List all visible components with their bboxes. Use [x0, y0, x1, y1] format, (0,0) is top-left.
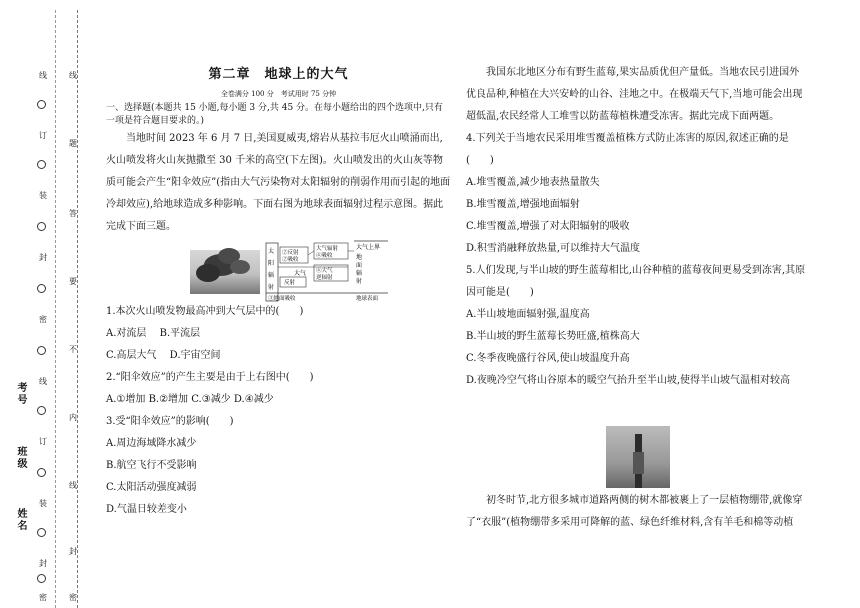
binding-char: 封	[39, 559, 47, 568]
binding-char: 答	[69, 209, 77, 218]
intro-paragraph: 当地时间 2023 年 6 月 7 日,美国夏威夷,熔岩从基拉韦厄火山喷涌而出,火山喷发将火山灰抛撒至 30 千米的高空(下左图)。火山喷发出的火山灰等物质可能会产生“阳伞效应”(指由大气污染物对太阳辐射的削弱作用而引起的地面冷却效应),给地球造成多种影响。下面右图为地球表面辐射过程示意图。据此完成下面三题。	[106, 133, 451, 232]
option-a[interactable]: A.①增加	[106, 394, 146, 405]
binding-char: 订	[39, 437, 47, 446]
binding-circle	[37, 160, 46, 169]
name-field[interactable]: 姓名	[15, 508, 26, 532]
left-column	[106, 62, 451, 521]
binding-char: 装	[39, 191, 47, 200]
diagram-label: 辐	[356, 270, 363, 277]
option-a[interactable]: A.对流层	[106, 328, 147, 339]
diagram-label: 大气辐射	[316, 246, 339, 252]
binding-char: 装	[39, 499, 47, 508]
diagram-label: 逆辐射	[316, 275, 333, 281]
option-b[interactable]: B.堆雪覆盖,增强地面辐射	[466, 199, 580, 210]
option-d[interactable]: D.夜晚冷空气将山谷原本的暖空气抬升至半山坡,使得半山坡气温相对较高	[466, 375, 791, 386]
diagram-label: ③地面吸收	[268, 296, 296, 302]
radiation-diagram	[264, 237, 444, 303]
binding-circle	[37, 100, 46, 109]
exam-info: 全卷满分 100 分 考试用时 75 分钟	[220, 90, 337, 98]
binding-circle	[37, 222, 46, 231]
diagram-label: 辐	[268, 272, 275, 279]
diagram-label: 地	[356, 254, 363, 261]
binding-char: 线	[69, 481, 77, 490]
option-c[interactable]: C.堆雪覆盖,增强了对太阳辐射的吸收	[466, 221, 630, 232]
cut-line	[77, 10, 78, 608]
binding-margin	[0, 0, 80, 608]
binding-char: 内	[69, 413, 77, 422]
right-column	[466, 62, 806, 528]
diagram-label: 太	[268, 248, 275, 255]
option-a[interactable]: A.半山坡地面辐射强,温度高	[466, 309, 590, 320]
option-c[interactable]: C.太阳活动强度减弱	[106, 482, 197, 493]
question-4: 4.下列关于当地农民采用堆雪覆盖植株方式防止冻害的原因,叙述正确的是( )	[466, 133, 789, 166]
question-5: 5.人们发现,与半山坡的野生蓝莓相比,山谷种植的蓝莓夜间更易受到冻害,其原因可能是( )	[466, 265, 806, 298]
binding-char: 封	[69, 547, 77, 556]
intro-paragraph: 我国东北地区分布有野生蓝莓,果实品质优但产量低。当地农民引进国外优良品种,种植在大兴安岭的山谷、洼地之中。在极端天气下,当地可能会出现超低温,农民经常人工堆雪以防蓝莓植株遭受冻害。据此完成下面两题。	[466, 67, 803, 122]
question-1-options	[106, 323, 451, 345]
question-2-options	[106, 389, 451, 411]
diagram-label: 反射	[284, 280, 296, 286]
binding-char: 封	[39, 253, 47, 262]
diagram-label: ②反射	[282, 250, 299, 256]
option-d[interactable]: D.宇宙空间	[169, 350, 221, 361]
option-a[interactable]: A.堆雪覆盖,减少地表热量散失	[466, 177, 600, 188]
option-c[interactable]: C.冬季夜晚盛行谷风,使山坡温度升高	[466, 353, 630, 364]
binding-char: 要	[69, 277, 77, 286]
option-c[interactable]: C.③减少	[191, 394, 231, 405]
option-b[interactable]: B.半山坡的野生蓝莓长势旺盛,植株高大	[466, 331, 640, 342]
binding-char: 题	[69, 139, 77, 148]
page-title: 第二章 地球上的大气	[208, 67, 349, 82]
binding-char: 不	[69, 345, 77, 354]
binding-char: 订	[39, 131, 47, 140]
outro-paragraph: 初冬时节,北方很多城市道路两侧的树木都被裹上了一层植物绷带,就像穿了“衣服”(植物绷带多采用可降解的蓝、绿色纤维材料,含有羊毛和棉等动植	[466, 495, 803, 528]
diagram-label: ④吸收	[316, 253, 333, 259]
diagram-label: 面	[356, 262, 363, 269]
tree-photo	[606, 426, 670, 488]
binding-circle	[37, 406, 46, 415]
binding-circle	[37, 346, 46, 355]
section-heading: 一、选择题(本题共 15 小题,每小题 3 分,共 45 分。在每小题给出的四个选项中,只有一项是符合题目要求的。)	[106, 103, 443, 126]
option-c[interactable]: C.高层大气	[106, 350, 157, 361]
question-1: 1.本次火山喷发物最高冲到大气层中的( )	[106, 306, 304, 317]
binding-char: 密	[39, 593, 47, 602]
class-field[interactable]: 班级	[15, 446, 26, 470]
option-b[interactable]: B.②增加	[148, 394, 189, 405]
binding-char: 线	[39, 377, 47, 386]
question-1-options	[106, 345, 451, 367]
binding-char: 密	[69, 593, 77, 602]
diagram-label: ②吸收	[282, 257, 299, 263]
exam-number-field[interactable]: 考号	[15, 382, 26, 406]
diagram-label: 射	[356, 278, 363, 285]
fold-line	[55, 10, 56, 608]
option-d[interactable]: D.积雪消融释放热量,可以维持大气温度	[466, 243, 641, 254]
binding-circle	[37, 574, 46, 583]
volcano-photo	[190, 250, 260, 294]
binding-char: 密	[39, 315, 47, 324]
binding-circle	[37, 468, 46, 477]
diagram-label: 阳	[268, 260, 275, 267]
binding-circle	[37, 284, 46, 293]
option-b[interactable]: B.航空飞行不受影响	[106, 460, 197, 471]
diagram-label: 射	[268, 284, 275, 291]
option-d[interactable]: D.④减少	[233, 394, 274, 405]
diagram-label: 大气上界	[356, 244, 381, 251]
binding-char: 线	[39, 71, 47, 80]
binding-circle	[37, 528, 46, 537]
option-d[interactable]: D.气温日较差变小	[106, 504, 187, 515]
question-3: 3.受“阳伞效应”的影响( )	[106, 416, 234, 427]
question-2: 2.“阳伞效应”的产生主要是由于上右图中( )	[106, 372, 314, 383]
diagram-label: ④大气	[316, 268, 333, 274]
diagram-label: 大气	[294, 270, 307, 277]
figure-row	[106, 241, 451, 302]
binding-char: 线	[69, 71, 77, 80]
option-a[interactable]: A.周边海域降水减少	[106, 438, 197, 449]
option-b[interactable]: B.平流层	[159, 328, 201, 339]
diagram-label: 地球表面	[356, 296, 379, 302]
